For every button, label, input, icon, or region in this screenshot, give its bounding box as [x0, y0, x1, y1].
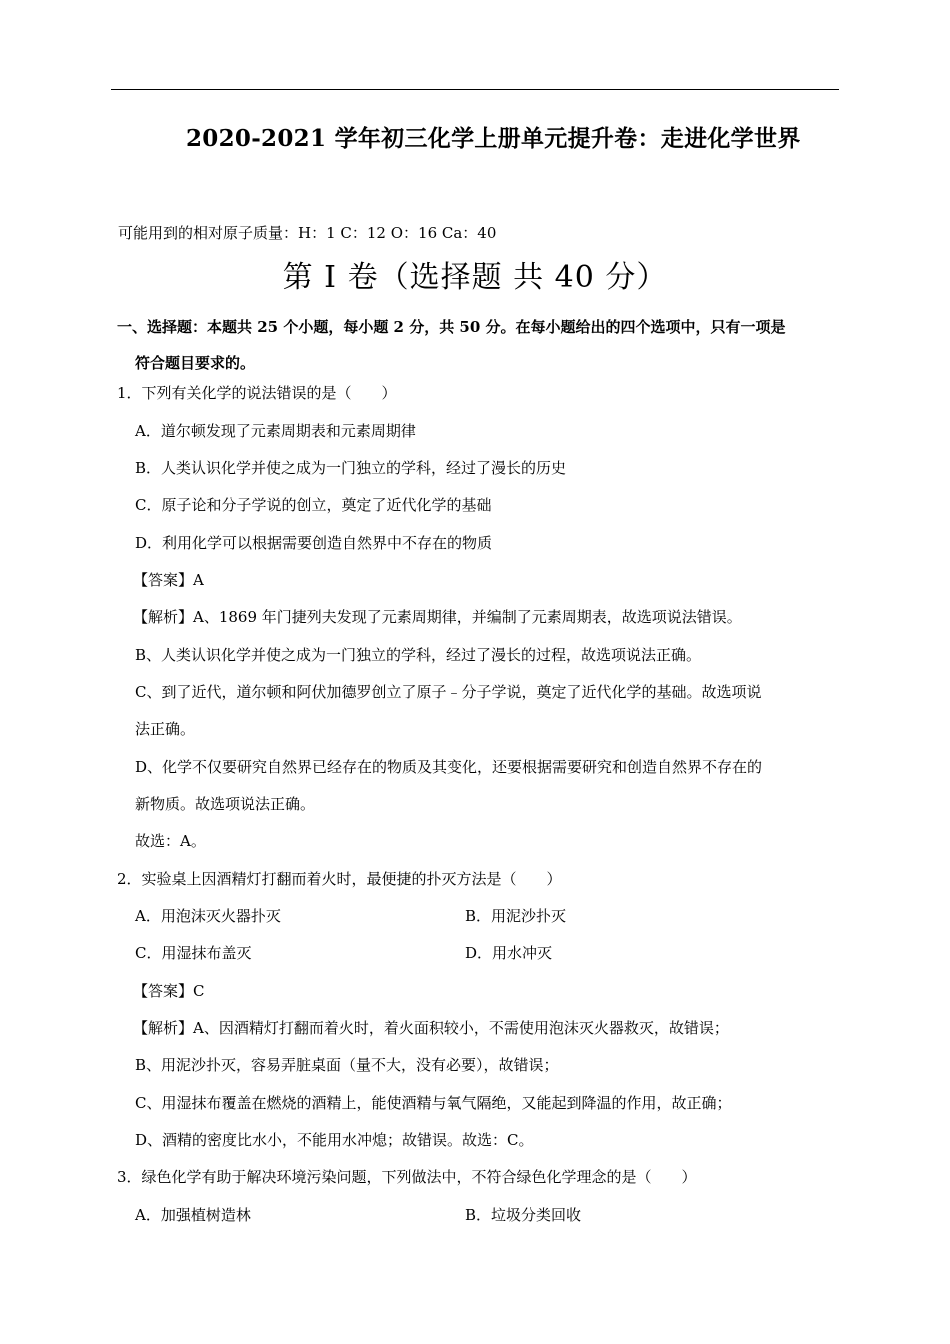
question-1-choice: 故选：A。 [135, 832, 206, 850]
question-2-answer: 【答案】C [133, 982, 205, 1000]
question-2-option-a: A．用泡沫灭火器扑灭 [135, 907, 281, 925]
question-2-option-b: B．用泥沙扑灭 [465, 907, 567, 925]
question-1-explanation-d: D、化学不仅要研究自然界已经存在的物质及其变化，还要根据需要研究和创造自然界不存在的 [135, 758, 763, 776]
question-2-explanation-a: 【解析】A、因酒精灯打翻而着火时，着火面积较小，不需使用泡沫灭火器救灭，故错误； [133, 1019, 729, 1037]
question-1-answer: 【答案】A [133, 571, 204, 589]
question-1-option-b: B．人类认识化学并使之成为一门独立的学科，经过了漫长的历史 [135, 459, 567, 477]
question-1-explanation-b: B、人类认识化学并使之成为一门独立的学科，经过了漫长的过程，故选项说法正确。 [135, 646, 702, 664]
section-instructions [117, 309, 837, 381]
question-2-explanation-c: C、用湿抹布覆盖在燃烧的酒精上，能使酒精与氧气隔绝，又能起到降温的作用，故正确； [135, 1094, 732, 1112]
instruction-line-1: 一、选择题：本题共 25 个小题，每小题 2 分，共 50 分。在每小题给出的四个选项中，只有一项是 [117, 318, 786, 336]
question-1-explanation-a: 【解析】A、1869 年门捷列夫发现了元素周期律，并编制了元素周期表，故选项说法错误。 [133, 608, 742, 626]
atomic-masses-note: 可能用到的相对原子质量：H：1 C：12 O：16 Ca：40 [118, 224, 497, 242]
question-2-explanation-d: D、酒精的密度比水小，不能用水冲熄；故错误。故选：C。 [135, 1131, 534, 1149]
question-1-explanation-c: C、到了近代，道尔顿和阿伏加德罗创立了原子﹣分子学说，奠定了近代化学的基础。故选项说 [135, 683, 762, 701]
question-1-option-a: A．道尔顿发现了元素周期表和元素周期律 [135, 422, 416, 440]
question-3-option-a: A．加强植树造林 [135, 1206, 251, 1224]
question-1-option-c: C．原子论和分子学说的创立，奠定了近代化学的基础 [135, 496, 492, 514]
instruction-line-2: 符合题目要求的。 [135, 354, 256, 372]
question-2-explanation-b: B、用泥沙扑灭，容易弄脏桌面（量不大，没有必要），故错误； [135, 1056, 559, 1074]
question-2-option-c: C．用湿抹布盖灭 [135, 944, 252, 962]
document-title: 2020-2021 学年初三化学上册单元提升卷：走进化学世界 [186, 125, 801, 152]
question-2-stem: 2．实验桌上因酒精灯打翻而着火时，最便捷的扑灭方法是（ ） [117, 870, 562, 888]
question-1-explanation-c-cont: 法正确。 [135, 720, 196, 738]
question-2-option-d: D．用水冲灭 [465, 944, 553, 962]
question-3-option-b: B．垃圾分类回收 [465, 1206, 582, 1224]
section-title: 第 I 卷（选择题 共 40 分） [282, 260, 668, 295]
question-3-stem: 3．绿色化学有助于解决环境污染问题，下列做法中，不符合绿色化学理念的是（ ） [117, 1168, 697, 1186]
header-rule [111, 89, 839, 90]
question-1-explanation-d-cont: 新物质。故选项说法正确。 [135, 795, 316, 813]
question-1-stem: 1．下列有关化学的说法错误的是（ ） [117, 384, 397, 402]
question-1-option-d: D．利用化学可以根据需要创造自然界中不存在的物质 [135, 534, 493, 552]
